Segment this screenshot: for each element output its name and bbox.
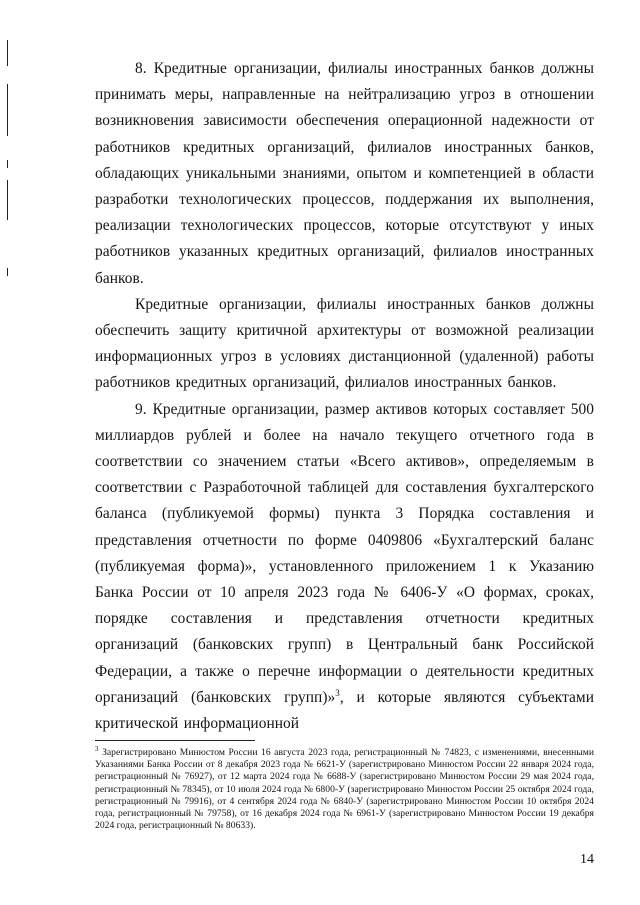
paragraph-9-tail: , и которые являются субъектами критической информационной <box>95 688 595 733</box>
page-number: 14 <box>580 852 594 867</box>
footnote-marker: 3 <box>95 744 99 753</box>
margin-change-bar <box>7 180 8 220</box>
margin-change-bar <box>7 268 8 276</box>
paragraph-9-text: 9. Кредитные организации, размер активов которых составляет 500 миллиардов рублей и более на начало текущего отчетного года в соответствии со значением статьи «Всего активов», определяемым в соответствии с Разработочной таблицей для составления бухгалтерского баланса (публикуемой формы) пункта 3 Порядка составления и представления отчетности по форме 0409806 «Бухгалтерский баланс (публикуемая форма)», установленного приложением 1 к Указанию Банка России от 10 апреля 2023 года № 6406-У «О формах, сроках, порядке составления и представления отчетности кредитных организаций (банковских групп) в Центральный банк Российской Федерации, а также о перечне информации о деятельности кредитных организаций (банковских групп)» <box>95 400 594 706</box>
footnote-text: Зарегистрировано Минюстом России 16 августа 2023 года, регистрационный № 74823, с изменениями, внесенными Указаниями Банка России от 8 декабря 2023 года № 6621-У (зарегистрировано Минюстом России 22 января 2024 года, регистрационный № 76927), от 12 марта 2024 года № 6688-У (зарегистрировано Минюстом России 29 мая 2024 года, регистрационный № 78345), от 10 июля 2024 года № 6800-У (зарегистрировано Минюстом России 25 октября 2024 года, регистрационный № 79916), от 4 сентября 2024 года № 6840-У (зарегистрировано Минюстом России 10 октября 2024 года, регистрационный № 79758), от 16 декабря 2024 года № 6961-У (зарегистрировано Минюстом России 19 декабря 2024 года, регистрационный № 80633). <box>95 747 594 832</box>
paragraph-8: 8. Кредитные организации, филиалы иностранных банков должны принимать меры, направленные на нейтрализацию угроз в отношении возникновения зависимости обеспечения операционной надежности от работников кредитных организаций, филиалов иностранных банков, обладающих уникальными знаниями, опытом и компетенцией в области разработки технологических процессов, поддержания их выполнения, реализации технологических процессов, которые отсутствуют у иных работников указанных кредитных организаций, филиалов иностранных банков. <box>95 60 594 287</box>
footnote-separator <box>95 740 255 741</box>
margin-change-bar <box>7 160 8 168</box>
footnote-reference[interactable]: 3 <box>335 687 340 698</box>
margin-change-bar <box>7 40 8 66</box>
paragraph-9 <box>95 397 594 738</box>
document-body <box>95 56 594 737</box>
paragraph-8-continuation: Кредитные организации, филиалы иностранных банков должны обеспечить защиту критичной архитектуры от возможной реализации информационных угроз в условиях дистанционной (удаленной) работы работников кредитных организаций, филиалов иностранных банков. <box>95 295 594 392</box>
margin-change-bar <box>7 84 8 136</box>
footnote <box>95 744 594 832</box>
